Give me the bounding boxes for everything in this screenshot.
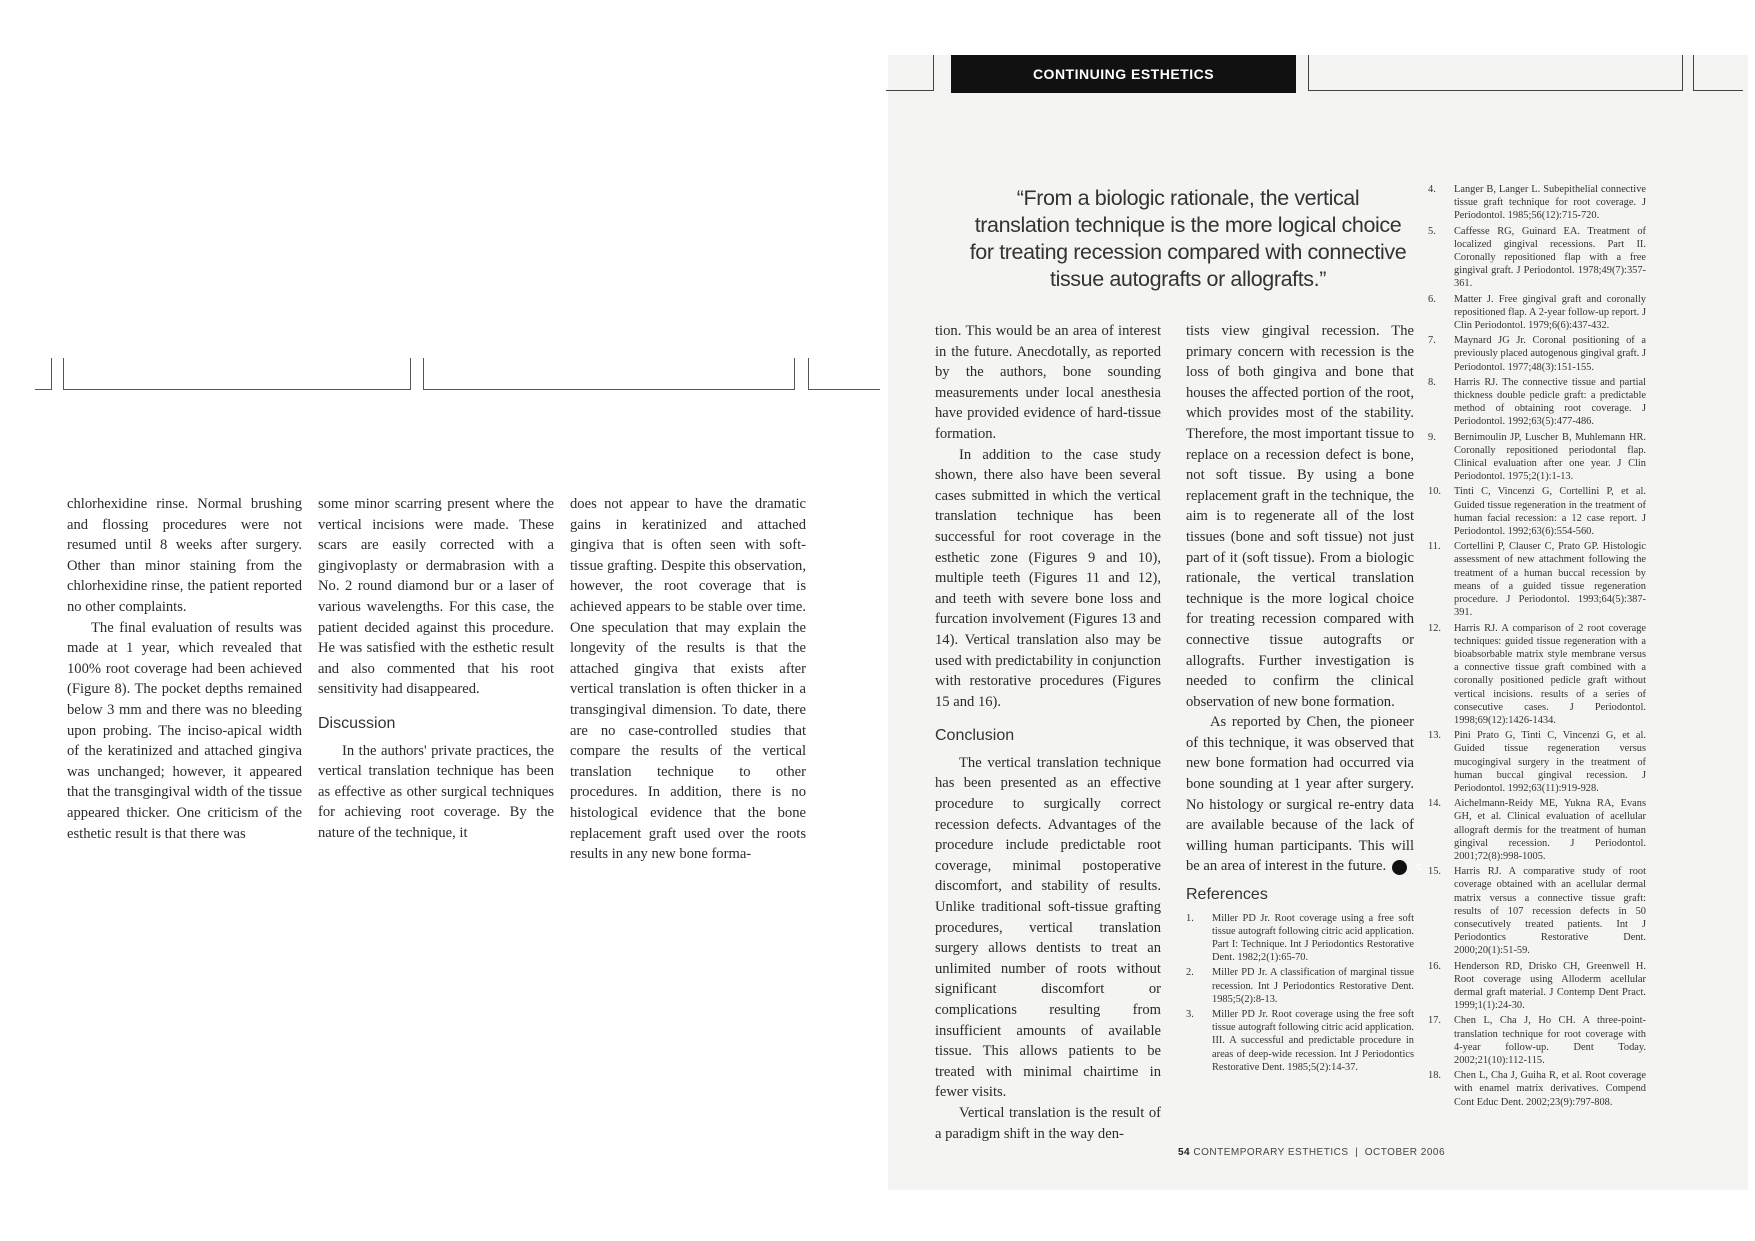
reference-number: 14. — [1428, 798, 1441, 810]
pull-quote: “From a biologic rationale, the vertical translation technique is the more logical choice for treating recession compared with connective tissue autografts or allografts.” — [969, 186, 1407, 291]
reference-item — [1186, 1008, 1414, 1074]
body-paragraph: The vertical translation technique has been presented as an effective procedure to surgically correct recession defects. Advantages of the procedure include predictable root coverage, minimal postoperative discomfort, and stability of results. Unlike traditional soft-tissue grafting procedures, vertical translation surgery allows dentists to treat an unlimited number of roots without significant discomfort or complications resulting from insufficient amounts of available tissue. This allows patients to be treated with minimal chairtime in fewer visits. — [935, 754, 1161, 1101]
end-of-article-icon: C — [1392, 860, 1407, 875]
reference-text: Maynard JG Jr. Coronal positioning of a previously placed autogenous gingival graft. J Periodontol. 1977;48(3):151-155. — [1454, 335, 1646, 373]
reference-text: Miller PD Jr. A classification of marginal tissue recession. Int J Periodontics Restorative Dent. 1985;5(2):8-13. — [1212, 967, 1414, 1005]
reference-item — [1428, 485, 1646, 538]
reference-number: 9. — [1428, 431, 1436, 443]
header-rule-left — [886, 55, 934, 91]
rule-box-1 — [63, 358, 411, 390]
reference-item — [1428, 797, 1646, 863]
reference-number: 6. — [1428, 293, 1436, 305]
reference-item — [1186, 912, 1414, 965]
reference-number: 4. — [1428, 184, 1436, 195]
reference-item — [1428, 540, 1646, 619]
reference-text: Henderson RD, Drisko CH, Greenwell H. Root coverage using Alloderm acellular dermal graft material. J Contemp Dent Pract. 1999;1(1):24-30. — [1454, 960, 1646, 1012]
reference-list-b — [1428, 183, 1646, 1111]
publication-name: CONTEMPORARY ESTHETICS — [1193, 1147, 1349, 1158]
reference-text: Cortellini P, Clauser C, Prato GP. Histologic assessment of new attachment following the treatment of a human buccal recession by means of a guided tissue regeneration procedure. J Periodontol. 1993;64(5):387-391. — [1454, 541, 1646, 619]
reference-text: Caffesse RG, Guinard EA. Treatment of localized gingival recessions. Part II. Coronally repositioned flap with a free gingival graft. J Periodontol. 1978;49(7):357-361. — [1454, 225, 1646, 290]
left-column-1 — [67, 494, 302, 844]
issue-date: OCTOBER 2006 — [1364, 1147, 1446, 1158]
reference-text: Bernimoulin JP, Luscher B, Muhlemann HR. Coronally repositioned periodontal flap. Clinical evaluation after one year. J Clin Periodontol. 1975;2(1):1-13. — [1454, 431, 1646, 483]
body-paragraph: In the authors' private practices, the vertical translation technique has been as effective as other surgical techniques for achieving root coverage. By the nature of the technique, it — [318, 742, 554, 841]
reference-item — [1428, 293, 1646, 333]
reference-text: Harris RJ. A comparison of 2 root coverage techniques: guided tissue regeneration with a bioabsorbable matrix style membrane versus a connective tissue graft combined with a coronally positioned pedicle graft without vertical incisions. results of a series of consecutive cases. J Periodontol. 1998;69(12):1426-1434. — [1454, 622, 1646, 726]
left-column-2 — [318, 494, 554, 844]
reference-number: 16. — [1428, 960, 1441, 972]
body-paragraph: Vertical translation is the result of a paradigm shift in the way den- — [935, 1104, 1161, 1142]
reference-text: Harris RJ. The connective tissue and partial thickness double pedicle graft: a predictable method of obtaining root coverage. J Periodontol. 1992;63(5):477-486. — [1454, 376, 1646, 428]
reference-number: 7. — [1428, 335, 1436, 347]
body-paragraph: chlorhexidine rinse. Normal brushing and flossing procedures were not resumed until 8 weeks after surgery. Other than minor staining from the chlorhexidine rinse, the patient reported no other complaints. — [67, 496, 302, 615]
reference-list-a — [1186, 912, 1414, 1074]
section-heading-discussion: Discussion — [318, 714, 396, 732]
body-paragraph: tion. This would be an area of interest in the future. Anecdotally, as reported by the authors, bone sounding measurements under local anesthesia have provided evidence of hard-tissue formation. — [935, 323, 1161, 442]
reference-number: 17. — [1428, 1015, 1441, 1027]
closing-paragraph-text: As reported by Chen, the pioneer of this technique, it was observed that new bone formation had occurred via bone sounding at 1 year after surgery. No histology or surgical re-entry data are available because of the lack of willing human participants. This will be an area of interest in the future. — [1186, 714, 1414, 875]
right-column-1 — [935, 321, 1161, 1144]
reference-text: Aichelmann-Reidy ME, Yukna RA, Evans GH, et al. Clinical evaluation of acellular allograft dermis for the treatment of human gingival recession. J Periodontol. 2001;72(8):998-1005. — [1454, 798, 1646, 862]
right-page — [888, 55, 1748, 1190]
reference-item — [1428, 431, 1646, 484]
reference-number: 3. — [1186, 1009, 1194, 1021]
page-number: 54 — [1178, 1147, 1191, 1158]
body-paragraph: The final evaluation of results was made at 1 year, which revealed that 100% root coverage had been achieved (Figure 8). The pocket depths remained below 3 mm and there was no bleeding upon probing. The inciso-apical width of the keratinized and attached gingiva was unchanged; however, it appeared that the transgingival width of the tissue appeared thicker. One criticism of the esthetic result is that there was — [67, 619, 302, 842]
reference-text: Langer B, Langer L. Subepithelial connective tissue graft technique for root coverage. J Periodontol. 1985;56(12):715-720. — [1454, 184, 1646, 222]
rule-box-3 — [808, 358, 880, 390]
reference-text: Pini Prato G, Tinti C, Vincenzi G, et al. Guided tissue regeneration versus mucogingival surgery in the treatment of human buccal gingival recession. J Periodontol. 1992;63(11):919-928. — [1454, 730, 1646, 794]
reference-item — [1428, 1069, 1646, 1109]
footer-separator: | — [1355, 1147, 1359, 1158]
rule-tick-left — [35, 358, 52, 390]
reference-text: Harris RJ. A comparative study of root coverage obtained with an acellular dermal matrix versus a connective tissue graft: results of 107 recession defects in 50 consecutively treated patients. Int J Periodontics Restorative Dent. 2000;20(1):51-59. — [1454, 866, 1646, 957]
reference-text: Miller PD Jr. Root coverage using a free soft tissue autograft following citric acid application. Part I: Technique. Int J Periodontics Restorative Dent. 1982;2(1):65-70. — [1212, 912, 1414, 964]
reference-text: Miller PD Jr. Root coverage using the free soft tissue autograft following citric acid application. III. A successful and predictable procedure in areas of deep-wide recession. Int J Periodontics Restorative Dent. 1985;5(2):14-37. — [1212, 1009, 1414, 1073]
rule-box-2 — [423, 358, 795, 390]
header-rule-mid — [1308, 55, 1683, 91]
body-paragraph — [1186, 712, 1423, 877]
reference-text: Matter J. Free gingival graft and coronally repositioned flap. A 2-year follow-up report. J Clin Periodontol. 1979;6(6):437-432. — [1454, 293, 1646, 332]
body-paragraph: does not appear to have the dramatic gains in keratinized and attached gingiva that is often seen with soft-tissue grafting. Despite this observation, however, the root coverage that is achieved appears to be stable over time. One speculation that may explain the longevity of the results is that the attached gingiva that exists after vertical translation is often thicker in a transgingival dimension. To date, there are no case-controlled studies that compare the results of the vertical translation technique to other procedures. In addition, there is no histological evidence that the bone replacement graft used over the roots results in any new bone forma- — [570, 496, 806, 863]
section-heading-references: References — [1186, 886, 1268, 904]
reference-number: 18. — [1428, 1070, 1441, 1082]
reference-number: 12. — [1428, 622, 1441, 634]
reference-number: 11. — [1428, 541, 1441, 553]
reference-number: 2. — [1186, 967, 1194, 979]
section-label: CONTINUING ESTHETICS — [1032, 66, 1215, 82]
reference-number: 1. — [1186, 912, 1194, 924]
section-heading-conclusion: Conclusion — [935, 727, 1015, 745]
body-paragraph: some minor scarring present where the vertical incisions were made. These scars are easily corrected with a gingivoplasty or dermabrasion with a No. 2 round diamond bur or a laser of various wavelengths. For this case, the patient decided against this procedure. He was satisfied with the esthetic result and also commented that his root sensitivity had disappeared. — [318, 496, 554, 698]
reference-item — [1428, 334, 1646, 374]
body-paragraph: In addition to the case study shown, there also have been several cases submitted in which the vertical translation technique has been successful for root coverage in the esthetic zone (Figures 9 and 10), multiple teeth (Figures 11 and 12), and teeth with severe bone loss and furcation involvement (Figures 13 and 14). Vertical translation also may be used with predictability in conjunction with restorative procedures (Figures 15 and 16). — [935, 446, 1161, 710]
reference-item — [1428, 376, 1646, 429]
section-banner — [951, 55, 1296, 93]
reference-number: 5. — [1428, 225, 1436, 237]
reference-item — [1428, 865, 1646, 957]
reference-item — [1428, 622, 1646, 728]
reference-item — [1428, 960, 1646, 1013]
reference-text: Tinti C, Vincenzi G, Cortellini P, et al. Guided tissue regeneration in the treatment of human facial recession: a 12 case report. J Periodontol. 1992;63(6):554-560. — [1454, 486, 1646, 538]
reference-text: Chen L, Cha J, Ho CH. A three-point-translation technique for root coverage with 4-year follow-up. Dent Today. 2002;21(10):112-115. — [1454, 1015, 1646, 1066]
right-column-2 — [1186, 321, 1423, 1076]
left-column-3 — [570, 494, 806, 865]
reference-item — [1428, 729, 1646, 795]
reference-item — [1428, 1014, 1646, 1067]
header-rule-right — [1693, 55, 1743, 91]
reference-number: 10. — [1428, 486, 1441, 498]
reference-number: 8. — [1428, 376, 1436, 388]
reference-number: 13. — [1428, 730, 1441, 742]
reference-item — [1186, 966, 1414, 1006]
reference-text: Chen L, Cha J, Guiha R, et al. Root coverage with enamel matrix derivatives. Compend Cont Educ Dent. 2002;23(9):797-808. — [1454, 1070, 1646, 1108]
reference-item — [1428, 225, 1646, 291]
reference-item — [1428, 183, 1646, 223]
body-paragraph: tists view gingival recession. The primary concern with recession is the loss of both gingiva and bone that houses the affected portion of the root, which provides most of the stability. Therefore, the most important tissue to replace on a recession defect is bone, not soft tissue. By using a bone replacement graft in the technique, the aim is to regenerate all of the lost tissues (bone and soft tissue) not just part of it (soft tissue). From a biologic rationale, the vertical translation technique is the more logical choice for treating recession compared with connective tissue autografts or allografts. Further investigation is needed to confirm the clinical observation of new bone formation. — [1186, 323, 1414, 710]
page-footer — [1178, 1147, 1445, 1158]
reference-number: 15. — [1428, 866, 1441, 878]
